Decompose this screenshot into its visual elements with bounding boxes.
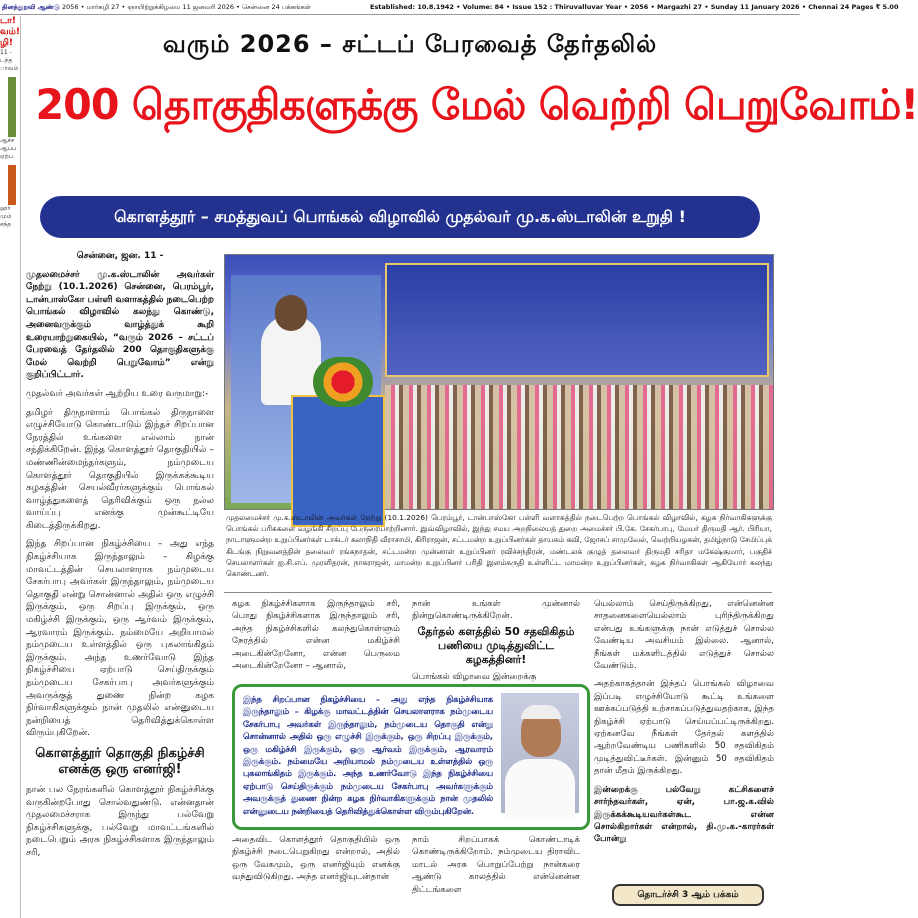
strip-line: ழி! — [0, 38, 13, 48]
continued-on-page-label: தொடர்ச்சி 3 ஆம் பக்கம் — [612, 884, 764, 906]
divider — [224, 592, 772, 593]
pull-quote-box — [232, 684, 590, 830]
article-column-1 — [26, 250, 214, 866]
strip-line: ஆச்ச — [0, 137, 15, 144]
paragraph: முதல்வர் அவர்கள் ஆற்றிய உரை வருமாறு:- — [26, 388, 209, 399]
dateline: சென்னை, ஜன. 11 - — [76, 251, 164, 261]
masthead-title: தினத்துறவி ஆண்டு — [2, 3, 60, 11]
photo-flower-bouquet — [313, 357, 373, 407]
photo-speaker-inset — [231, 275, 381, 503]
masthead-dateline-tamil: 2056 • மார்கழி 27 • ஞாயிற்றுக்கிழமை 11 ஜனவரி 2026 • சென்னை 24 பக்கங்கள் — [62, 3, 311, 11]
portrait-hair — [521, 705, 561, 719]
paragraph: நான் பல நேரங்களில் கொளத்தூர் நிகழ்ச்சிக்கு வருகின்றபோது சொல்வதுண்டு. என்னதான் முதலமைச்சராக இருந்து பல்வேறு நிகழ்ச்சிகளுக்கு, பல்வேறு மாவட்டங்களில் நடைபெறும் அரசு நிகழ்ச்சிகளாக இருந்தாலும் சரி, — [26, 784, 214, 858]
photo-stage-dais — [385, 263, 769, 377]
main-headline: 200 தொகுதிகளுக்கு மேல் வெற்றி பெறுவோம்! — [35, 80, 918, 129]
photo-caption: முதலமைச்சர் மு.க.ஸ்டாலின் அவர்கள் நேற்று (10.1.2026) பெரம்பூர், டான்பாஸ்கோ பள்ளி வளாகத்தில் நடைபெற்ற பொங்கல் விழாவில், கழக நிர்வாகிகளுக்கு பொங்கல் பரிசுகளை வழங்கி சிறப்பு பேருரையாற்றினார். இவ்விழாவில், இந்து சமய அறநிலையத் துறை அமைச்சர் பி.கே. சேகர்பாபு, மேயர் திருமதி ஆர். பிரியா, நாடாளுமன்ற உறுப்பினர்கள் டாக்டர் கலாநிதி வீராசாமி, கிரிராஜன், சட்டமன்ற உறுப்பினர்கள் தாயகம் கவி, ஜோசப் சாமுவேல், வெற்றியழகன், தமிழ்நாடு சேமிப்புக் கிடங்கு நிறுவனத்தின் தலைவர் ரங்கநாதன், சட்டமன்ற முன்னாள் உறுப்பினர் ரவிச்சந்திரன், மண்டலக் குழுத் தலைவர் திருமதி சரிதா மகேஷ்குமார், பகுதிச் செயலாளர்கள் ஐ.சி.எப். முரளிதரன், நாகராஜன், மாமன்ற உறுப்பினர் பரிதி இளம்சுருதி உள்ளிட்ட மாமன்ற உறுப்பினர்கள், கழக நிர்வாகிகள் ஆகியோர் கலந்து கொண்டனர். — [226, 513, 772, 579]
pull-quote-text: இந்த சிறப்பான நிகழ்ச்சியை – அது எந்த நிகழ்ச்சியாக இருந்தாலும் – கிழக்கு மாவட்டத்தின் செயலாளராக நம்முடைய சேகர்பாபு அவர்கள் இருந்தாலும், நம்முடைய தொகுதி என்று சொன்னால் அதில் ஒரு எழுச்சி இருக்கும், ஒரு சிறப்பு இருக்கும், ஒரு மகிழ்ச்சி இருக்கும், ஒரு ஆர்வம் இருக்கும், ஆரவாரம் இருக்கும். நம்மையே அறியாமல் நம்முடைய உள்ளத்தில் ஒரு புகலாங்கிதம் இருக்கும். அந்த உணர்வோடு இந்த நிகழ்ச்சியை ஏற்பாடு செய்திருக்கும் நம்முடைய சேகர்பாபு அவர்களுக்கும் அவருக்குத் துணை நின்ற கழக நிர்வாகிகளுக்கும் நான் முதலில் என்னுடைய நன்றியைத் தெரிவித்துக்கொள்ள விரும்புகிறேன். — [243, 694, 493, 816]
strip-line: சந்த — [0, 221, 12, 228]
strip-line: வம்! — [0, 27, 20, 37]
article-column-3-continued: நாம் சிறப்பாகக் கொண்டாடிக் கொண்டிருக்கிறோம். நம்முடைய திராவிட மாடல் அரசு பொறுப்பேற்று நான்கரை ஆண்டு காலத்தில் என்னென்ன திட்டங்களை — [412, 835, 580, 895]
article-column-3 — [412, 598, 580, 683]
adjacent-column-strip — [0, 16, 21, 918]
strip-photo — [8, 165, 16, 205]
paragraph: யெல்லாம் செய்திருக்கிறது, என்னென்ன சாதனைகளையெல்லாம் புரிந்திருக்கிறது என்பது உங்களுக்கு நான் எடுத்துச் சொல்ல வேண்டிய அவசியம் இல்லை. ஆனால், நீங்கள் மக்களிடத்தில் எடுத்துச் சொல்ல வேண்டும். — [594, 599, 774, 672]
paragraph: நான் உங்கள் முன்னால் நின்றுகொண்டிருக்கிறேன். — [412, 599, 580, 622]
event-photo — [224, 254, 774, 510]
paragraph: தமிழர் திருநாளாம் பொங்கல் திருநாளை எழுச்சியோடு கொண்டாடும் இந்தச் சிறப்பான நேரத்தில் உங்களை எல்லாம் நான் சந்திக்கிறேன். இந்த கொளத்தூர் தொகுதியில் – மண்ணின்மைந்தர்களும், நம்முடைய கொளத்தூர் தொகுதியில் இருக்கக்கூடிய கழகத்தின் செயல்வீரர்களுக்கும் பொங்கல் வாழ்த்துகளைத் தெரிவிக்கும் ஒரு நல்ல வாய்ப்பு எனக்கு முன்கூட்டியே கிடைத்திருக்கிறது. — [26, 407, 214, 531]
strip-line: ஹர் — [0, 205, 11, 212]
article-column-2: கழக நிகழ்ச்சிகளாக இருந்தாலும் சரி, பொது நிகழ்ச்சிகளாக இருந்தாலும் சரி, அந்த நிகழ்ச்சிகளில் கலந்துகொள்ளும் நேரத்தில் என்ன மகிழ்ச்சி அடைகின்றேனோ, என்ன பெருமை அடைகின்றேனோ – ஆனால், — [232, 599, 400, 672]
photo-crowd — [385, 385, 773, 509]
portrait-photo — [501, 693, 579, 813]
paragraph: அதற்காகத்தான் இந்தப் பொங்கல் விழாவை இப்படி எழுச்சியோடு கூட்டி உங்களை ஊக்கப்படுத்தி உற்சாகப்படுத்துவதற்காக, இந்த நிகழ்ச்சி ஏற்பாடு செய்யப்பட்டிருக்கிறது. ஏற்கனவே நீங்கள் தேர்தல் களத்தில் ஆற்றவேண்டிய பணிகளில் 50 சதவிகிதம் முடித்துவிட்டீர்கள். இன்னும் 50 சதவிகிதம் தான் மீதம் இருக்கிறது. — [594, 679, 774, 777]
strip-line: 11 - — [0, 49, 12, 56]
section-subhead: தேர்தல் களத்தில் 50 சதவிகிதம் பணியை முடித்துவிட்ட கழகத்தினர்! — [417, 624, 575, 666]
strip-line: டந்த — [0, 57, 13, 64]
section-subhead: கொளத்தூர் தொகுதி நிகழ்ச்சி எனக்கு ஒரு எனர்ஜி! — [35, 745, 205, 777]
strip-photo — [8, 77, 16, 137]
masthead-dateline-english: Established: 10.8.1942 • Volume: 84 • Issue 152 : Thiruvalluvar Year • 2056 • Margazhi 27 • Sunday 11 January 2026 • Chennai 24 Pages ₹ 5.00 — [370, 3, 899, 11]
strip-line: ாவம் — [0, 65, 19, 72]
masthead — [0, 0, 899, 15]
strip-line: ஏற்ப — [0, 153, 14, 160]
strip-line: மும் — [0, 213, 12, 220]
article-column-2-continued: அதைவிட கொளத்தூர் தொகுதியில் ஒரு நிகழ்ச்சி நடைபெறுகிறது என்றால், அதில் ஒரு வேகமும், ஒரு எனர்ஜியும் எனக்கு வந்துவிடுகிறது. அந்த எனர்ஜியுடன்தான் — [232, 835, 400, 883]
portrait-body — [505, 759, 575, 819]
subheadline-banner: கொளத்தூர் – சமத்துவப் பொங்கல் விழாவில் முதல்வர் மு.க.ஸ்டாலின் உறுதி ! — [40, 196, 760, 238]
strip-line: ஆப்ப — [0, 145, 17, 152]
lead-paragraph: முதலமைச்சர் மு.க.ஸ்டாலின் அவர்கள் நேற்று (10.1.2026) சென்னை, பெரம்பூர், டான்பாஸ்கோ பள்ளி வளாகத்தில் நடைபெற்ற பொங்கல் விழாவில் கலந்து கொண்டு, அனைவருக்கும் வாழ்த்துக் கூறி உரையாற்றுகையில், “வரும் 2026 – சட்டப் பேரவைத் தேர்தலில் 200 தொகுதிகளுக்கு மேல் வெற்றி பெறுவோம்” என்று குறிப்பிட்டார். — [26, 269, 214, 381]
photo-podium — [291, 395, 385, 527]
paragraph: பொங்கல் விழாவை இன்றைக்கு — [412, 671, 537, 682]
paragraph: இன்றைக்கு பல்வேறு கட்சிகளைச் சார்ந்தவர்கள், ஏன், பா.ஜ.க.வில் இருக்கக்கூடியவர்கள்கூட என்ன சொல்கிறார்கள் என்றால், தி.மு.க.-காரர்கள் போன்று — [594, 784, 774, 845]
kicker-headline: வரும் 2026 – சட்டப் பேரவைத் தேர்தலில் — [162, 30, 658, 58]
paragraph: இந்த சிறப்பான நிகழ்ச்சியை – அது எந்த நிகழ்ச்சியாக இருந்தாலும் – கிழக்கு மாவட்டத்தின் செயலாளராக நம்முடைய சேகர்பாபு அவர்கள் இருந்தாலும், நம்முடைய தொகுதி என்று சொன்னால் அதில் ஒரு எழுச்சி இருக்கும், ஒரு சிறப்பு இருக்கும், ஒரு மகிழ்ச்சி இருக்கும், ஒரு ஆர்வம் இருக்கும், ஆரவாரம் இருக்கும். நம்மையே அறியாமல் நம்முடைய உள்ளத்தில் ஒரு புகலாங்கிதம் இருக்கும். அந்த உணர்வோடு இந்த நிகழ்ச்சியை ஏற்பாடு செய்திருக்கும் நம்முடைய சேகர்பாபு அவர்களுக்கும் அவருக்குத் துணை நின்ற கழக நிர்வாகிகளுக்கும் நான் முதலில் என்னுடைய நன்றியைத் தெரிவித்துக்கொள்ள விரும்புகிறேன். — [26, 539, 214, 739]
photo-speaker-head — [275, 295, 307, 331]
strip-line: டா! — [0, 16, 16, 26]
article-column-4 — [594, 598, 774, 852]
